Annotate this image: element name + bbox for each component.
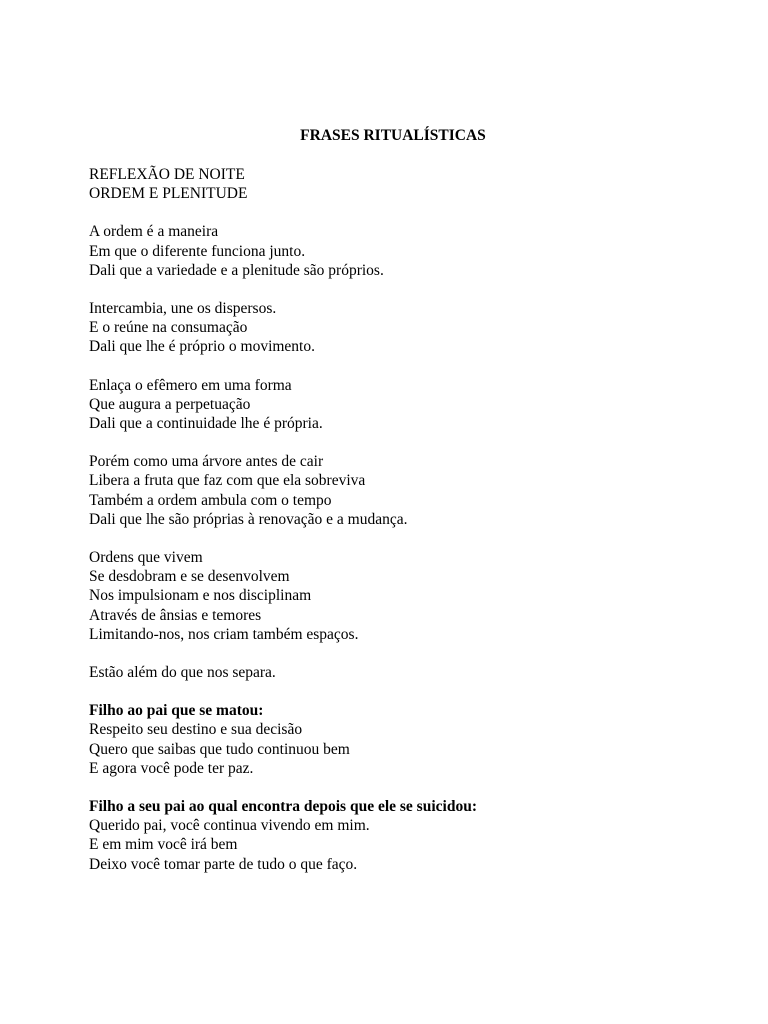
ritual-phrase-block: [89, 797, 709, 874]
verse-line: Dali que lhe é próprio o movimento.: [89, 338, 315, 356]
verse-line: Quero que saibas que tudo continuou bem: [89, 740, 350, 758]
verse-line: Dali que a continuidade lhe é própria.: [89, 415, 323, 433]
verse-line: Respeito seu destino e sua decisão: [89, 721, 303, 739]
document-title: FRASES RITUALÍSTICAS: [300, 127, 486, 144]
verse-line: Porém como uma árvore antes de cair: [89, 453, 324, 471]
verse-line: Se desdobram e se desenvolvem: [89, 568, 290, 586]
stanza: [89, 376, 709, 434]
ritual-phrase-heading: Filho ao pai que se matou:: [89, 702, 264, 720]
verse-line: Através de ânsias e temores: [89, 606, 262, 624]
verse-line: Limitando-nos, nos criam também espaços.: [89, 625, 359, 643]
stanza: [89, 663, 709, 682]
verse-line: Ordens que vivem: [89, 549, 203, 567]
verse-line: Dali que lhe são próprias à renovação e a mudança.: [89, 510, 408, 528]
verse-line: Querido pai, você continua vivendo em mim.: [89, 817, 370, 835]
verse-line: E o reúne na consumação: [89, 319, 248, 337]
stanza: [89, 299, 709, 357]
verse-line: E em mim você irá bem: [89, 836, 238, 854]
verse-line: Enlaça o efêmero em uma forma: [89, 376, 292, 394]
verse-line: A ordem é a maneira: [89, 223, 219, 241]
stanza-heading-block: [89, 165, 709, 203]
verse-line: E agora você pode ter paz.: [89, 759, 254, 777]
verse-line: Dali que a variedade e a plenitude são próprios.: [89, 261, 384, 279]
section-title: REFLEXÃO DE NOITE: [89, 166, 245, 183]
section-subtitle: ORDEM E PLENITUDE: [89, 185, 248, 203]
ritual-phrase-block: [89, 701, 709, 778]
ritual-phrase-heading: Filho a seu pai ao qual encontra depois que ele se suicidou:: [89, 798, 477, 816]
verse-line: Também a ordem ambula com o tempo: [89, 491, 332, 509]
stanza: [89, 452, 709, 529]
stanza: [89, 222, 709, 280]
verse-line: Estão além do que nos separa.: [89, 664, 276, 682]
document-body: [89, 165, 709, 893]
verse-line: Deixo você tomar parte de tudo o que faço.: [89, 855, 358, 873]
stanza: [89, 548, 709, 644]
verse-line: Nos impulsionam e nos disciplinam: [89, 587, 312, 605]
verse-line: Que augura a perpetuação: [89, 395, 251, 413]
verse-line: Libera a fruta que faz com que ela sobreviva: [89, 472, 366, 490]
verse-line: Em que o diferente funciona junto.: [89, 242, 306, 260]
verse-line: Intercambia, une os dispersos.: [89, 300, 277, 318]
